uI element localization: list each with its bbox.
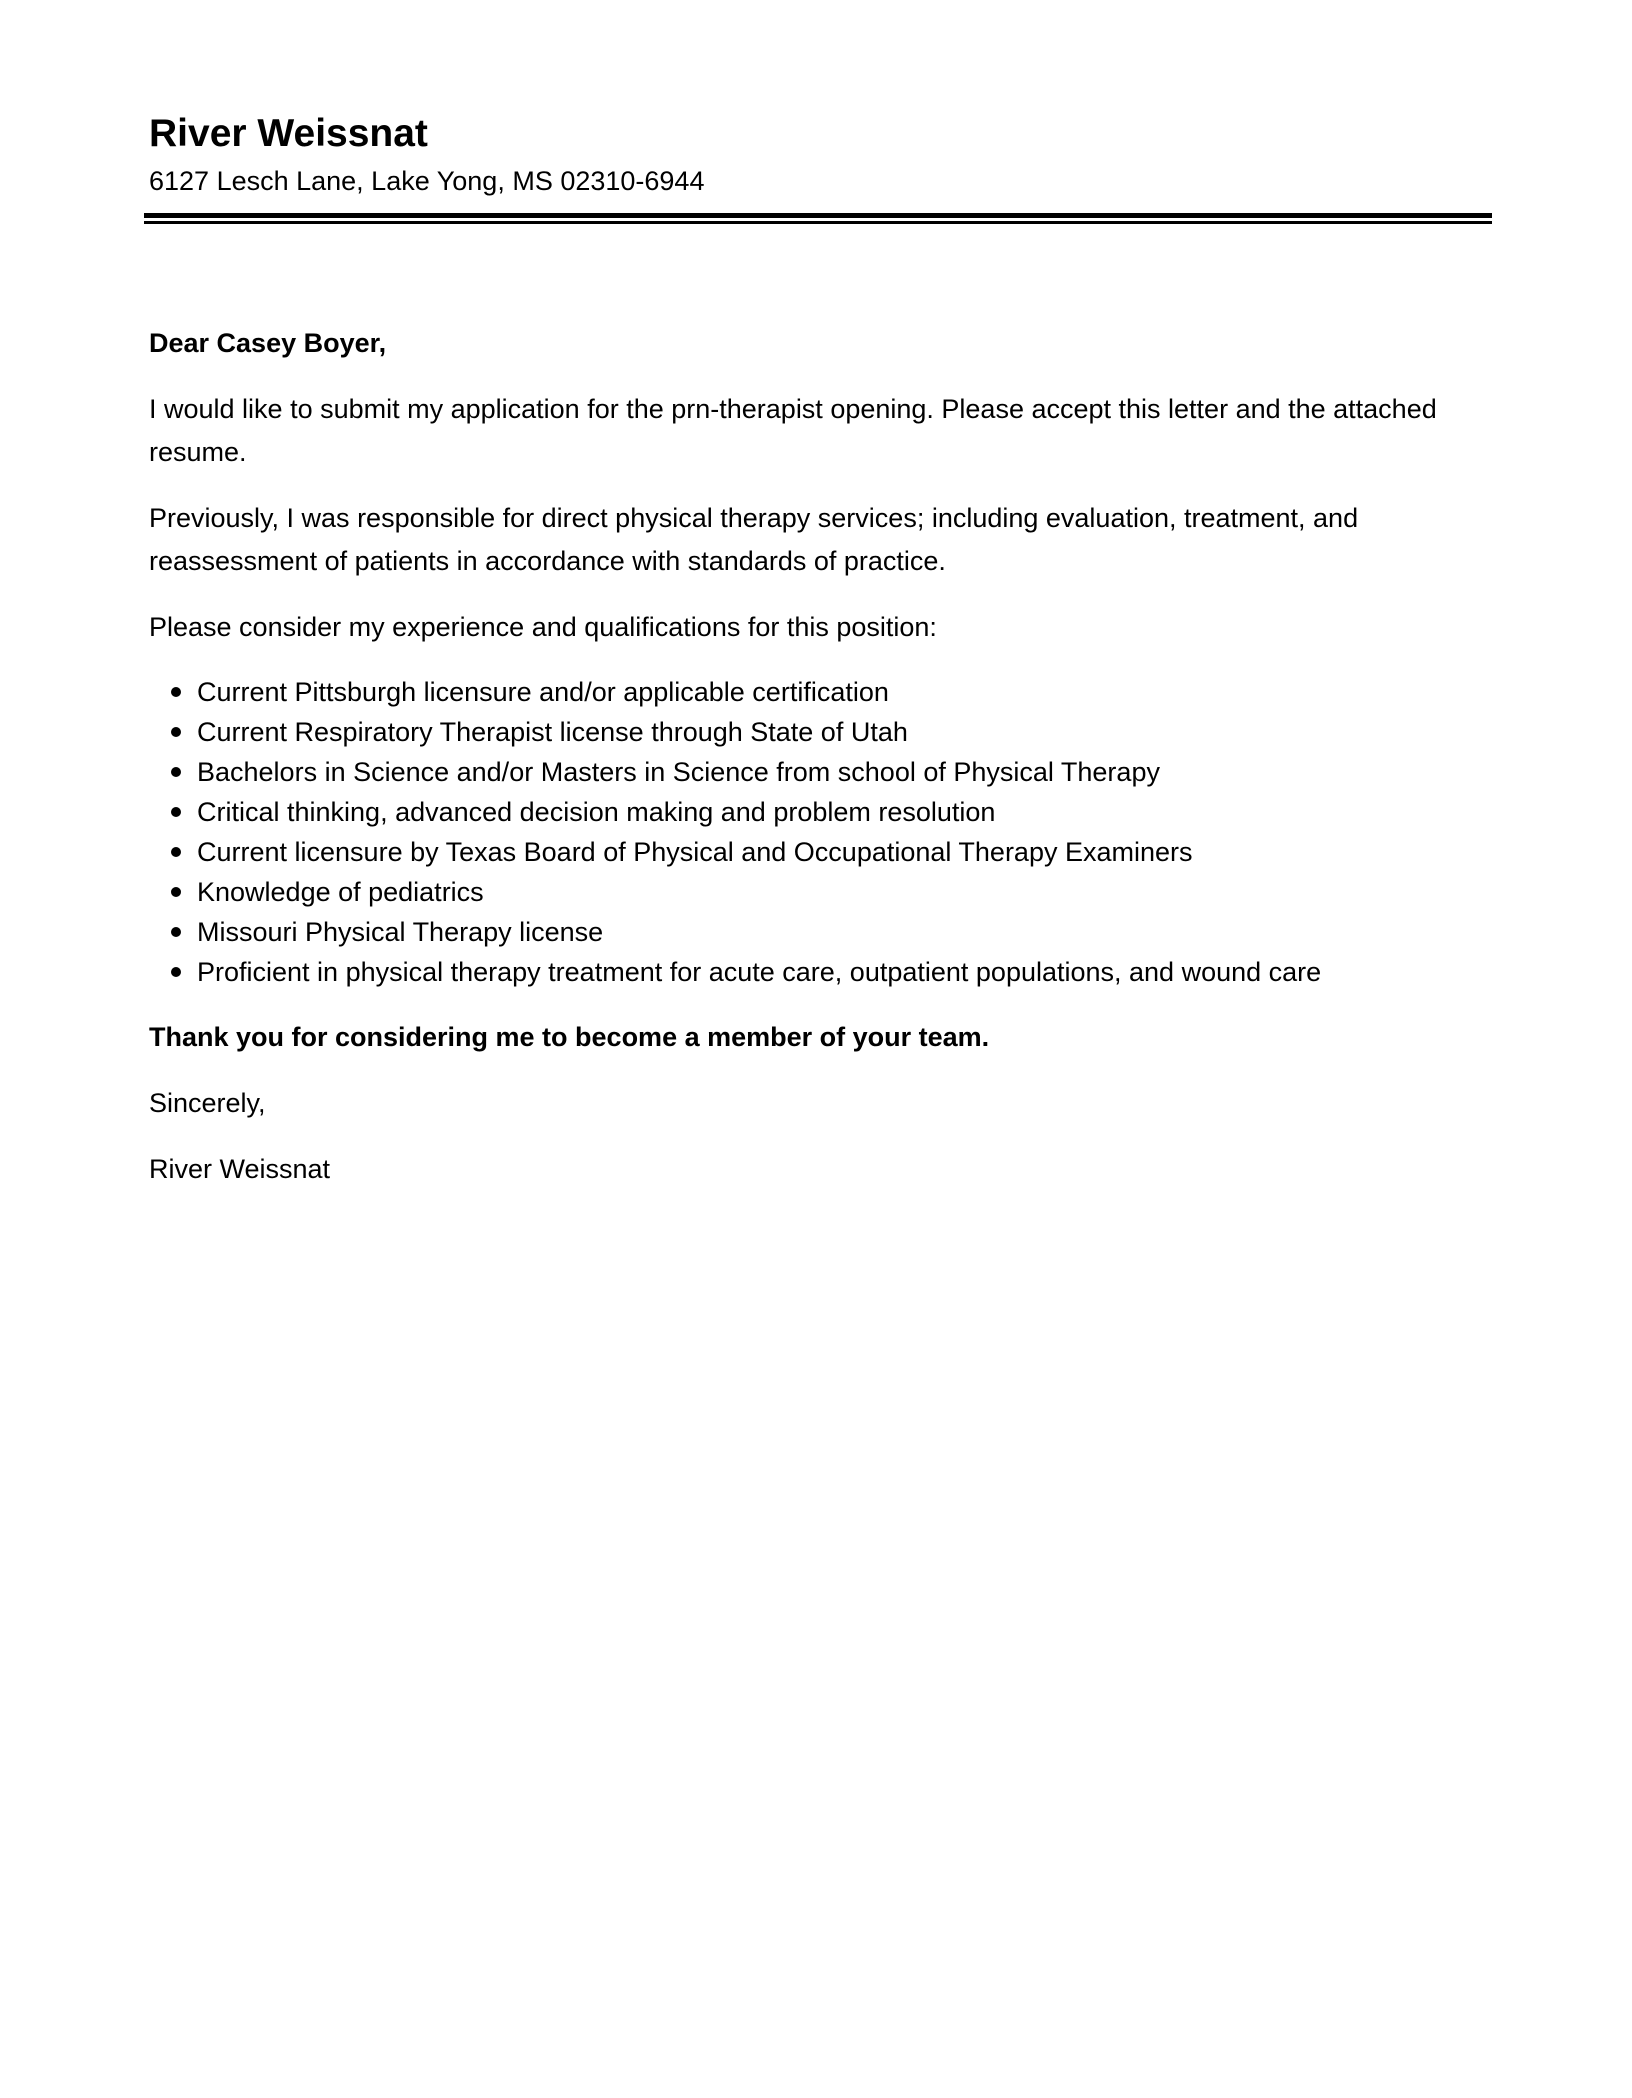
list-item-text: Knowledge of pediatrics [197,877,484,907]
list-item-text: Critical thinking, advanced decision making and problem resolution [197,797,996,827]
sender-name: River Weissnat [149,112,428,155]
bullet-icon [171,727,181,737]
paragraph-experience: Previously, I was responsible for direct physical therapy services; including evaluation, treatment, and reassessment of patients in accordance with standards of practice. [149,503,1359,576]
list-item [149,672,1479,712]
bullet-icon [171,767,181,777]
bullet-icon [171,967,181,977]
list-item [149,752,1479,792]
list-item [149,832,1479,872]
bullet-icon [171,687,181,697]
divider-thin-line [144,221,1492,224]
qualifications-list [149,672,1479,992]
letter-body [149,322,1479,1214]
salutation: Dear Casey Boyer, [149,328,387,358]
list-item [149,712,1479,752]
list-item-text: Current Pittsburgh licensure and/or applicable certification [197,677,889,707]
list-item [149,912,1479,952]
signature-name: River Weissnat [149,1154,331,1184]
thank-you-line: Thank you for considering me to become a member of your team. [149,1022,990,1052]
bullet-icon [171,807,181,817]
divider-thick-line [144,213,1492,218]
bullet-icon [171,927,181,937]
list-item [149,872,1479,912]
list-item-text: Proficient in physical therapy treatment for acute care, outpatient populations, and wound care [197,957,1322,987]
bullet-icon [171,847,181,857]
list-item-text: Current Respiratory Therapist license through State of Utah [197,717,908,747]
sender-address: 6127 Lesch Lane, Lake Yong, MS 02310-6944 [149,166,705,196]
paragraph-intro: I would like to submit my application for the prn-therapist opening. Please accept this letter and the attached resume. [149,394,1437,467]
list-item-text: Missouri Physical Therapy license [197,917,604,947]
list-item-text: Bachelors in Science and/or Masters in Science from school of Physical Therapy [197,757,1160,787]
list-item-text: Current licensure by Texas Board of Physical and Occupational Therapy Examiners [197,837,1193,867]
letterhead [149,108,1489,200]
bullet-icon [171,887,181,897]
paragraph-consider: Please consider my experience and qualifications for this position: [149,612,937,642]
closing: Sincerely, [149,1088,266,1118]
header-divider [144,213,1492,224]
list-item [149,952,1479,992]
list-item [149,792,1479,832]
